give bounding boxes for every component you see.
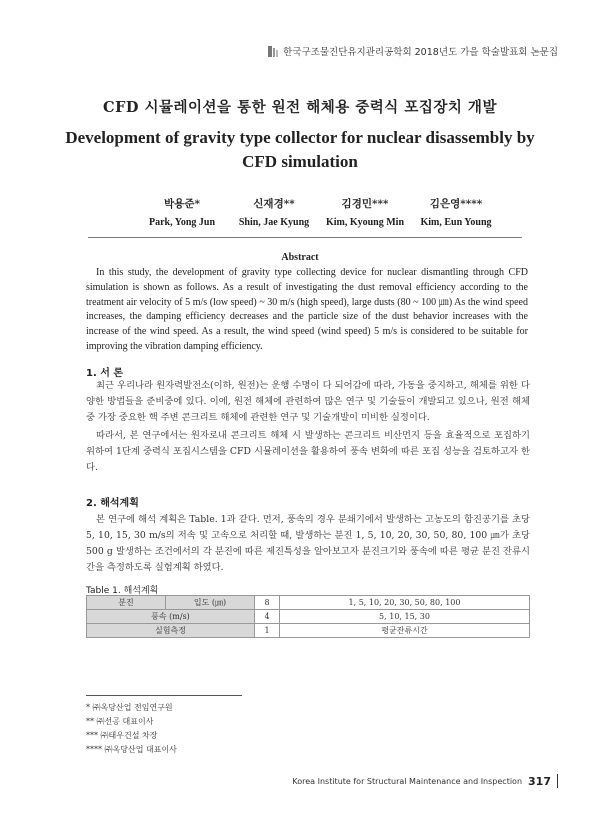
proceedings-header xyxy=(268,44,558,58)
table-caption: Table 1. 해석계획 xyxy=(86,586,159,596)
table-cell: 입도 (㎛) xyxy=(166,596,255,610)
section-2-paragraph-1: 본 연구에 해석 계획은 Table. 1과 같다. 먼저, 풍속의 경우 분쇄기에서 발생하는 고농도의 함진공기를 초당 5, 10, 15, 30 m/s의 저속 및 고속으로 처리할 때, 발생하는 분진 1, 5, 10, 20, 30, 50, 80, 100 ㎛가 초당 500 g 발생하는 조건에서의 각 분진에 따른 제진특성을 알아보고자 분진크기와 풍속에 따른 평균 분진 잔류시간을 측정하도록 실험계획 하였다. xyxy=(86,514,530,573)
table-cell: 실험측정 xyxy=(87,624,255,638)
footnote-3: *** ㈜태우건설 차장 xyxy=(86,731,158,740)
english-title: Development of gravity type collector for nuclear disassembly by CFD simulation xyxy=(65,128,535,171)
table-row xyxy=(87,610,530,624)
table-cell: 1, 5, 10, 20, 30, 50, 80, 100 xyxy=(280,596,530,610)
abstract-heading: Abstract xyxy=(281,252,319,263)
section-1-heading: 1. 서 론 xyxy=(86,368,124,379)
author-2: 신재경** Shin, Jae Kyung xyxy=(238,198,310,228)
table-cell: 평균잔류시간 xyxy=(280,624,530,638)
table-cell: 풍속 (m/s) xyxy=(87,610,255,624)
author-1: 박용준* Park, Yong Jun xyxy=(148,198,216,228)
table-cell: 5, 10, 15, 30 xyxy=(280,610,530,624)
section-2-heading: 2. 해석계획 xyxy=(86,498,139,509)
korean-title: CFD 시뮬레이션을 통한 원전 해체용 중력식 포집장치 개발 xyxy=(103,99,497,116)
footer-bar xyxy=(557,774,558,788)
page-footer xyxy=(292,774,558,788)
divider-line xyxy=(88,237,522,238)
institute-name: Korea Institute for Structural Maintenance and Inspection xyxy=(292,776,523,786)
table-row xyxy=(87,596,530,610)
footnote-divider xyxy=(86,695,242,696)
table-cell: 8 xyxy=(255,596,280,610)
table-cell: 4 xyxy=(255,610,280,624)
page-number: 317 xyxy=(528,774,551,788)
footnote-4: **** ㈜옥당산업 대표이사 xyxy=(86,745,177,754)
table-cell: 분진 xyxy=(87,596,166,610)
abstract-text: In this study, the development of gravity type collecting device for nuclear dismantling through CFD simulation is shown as follows. As a result of investigating the dust removal efficiency according to the treatment air velocity of 5 m/s (low speed) ~ 30 m/s (high speed), large dusts (80 ~ 100 ㎛) As the wind speed increases, the damping efficiency decreases and the particle size of the dust behavior increases with the increase of the wind speed. As a result, the wind speed (wind speed) 5 m/s is considered to be suitable for improving the vibration damping efficiency. xyxy=(86,267,528,352)
analysis-plan-table xyxy=(86,595,530,638)
section-1-paragraph-2: 따라서, 본 연구에서는 원자로내 콘크리트 해체 시 발생하는 콘크리트 비산먼지 등을 효율적으로 포집하기 위하여 1단계 중력식 포집시스템을 CFD 시뮬레이션을 활용하여 풍속 변화에 따른 포집 성능을 검토하고자 한다. xyxy=(86,430,530,473)
section-1-paragraph-1: 최근 우리나라 원자력발전소(이하, 원전)는 운행 수명이 다 되어감에 따라, 가동을 중지하고, 해체를 위한 다양한 방법들을 준비중에 있다. 이에, 원전 해체에 관련하여 많은 연구 및 기술들이 개발되고 있으나, 원전 해체 중 가장 중요한 핵 주변 콘크리트 해체에 관련한 연구 및 기술개발이 미비한 실정이다. xyxy=(86,380,530,423)
table-cell: 1 xyxy=(255,624,280,638)
footnote-2: ** ㈜선공 대표이사 xyxy=(86,717,154,726)
proceedings-title: 한국구조물진단유지관리공학회 2018년도 가을 학술발표회 논문집 xyxy=(283,47,558,58)
author-3: 김경민*** Kim, Kyoung Min xyxy=(325,198,405,228)
footnote-1: * ㈜옥당산업 전임연구원 xyxy=(86,703,173,712)
author-4: 김은영**** Kim, Eun Young xyxy=(420,198,492,228)
book-icon xyxy=(268,46,278,57)
table-row xyxy=(87,624,530,638)
